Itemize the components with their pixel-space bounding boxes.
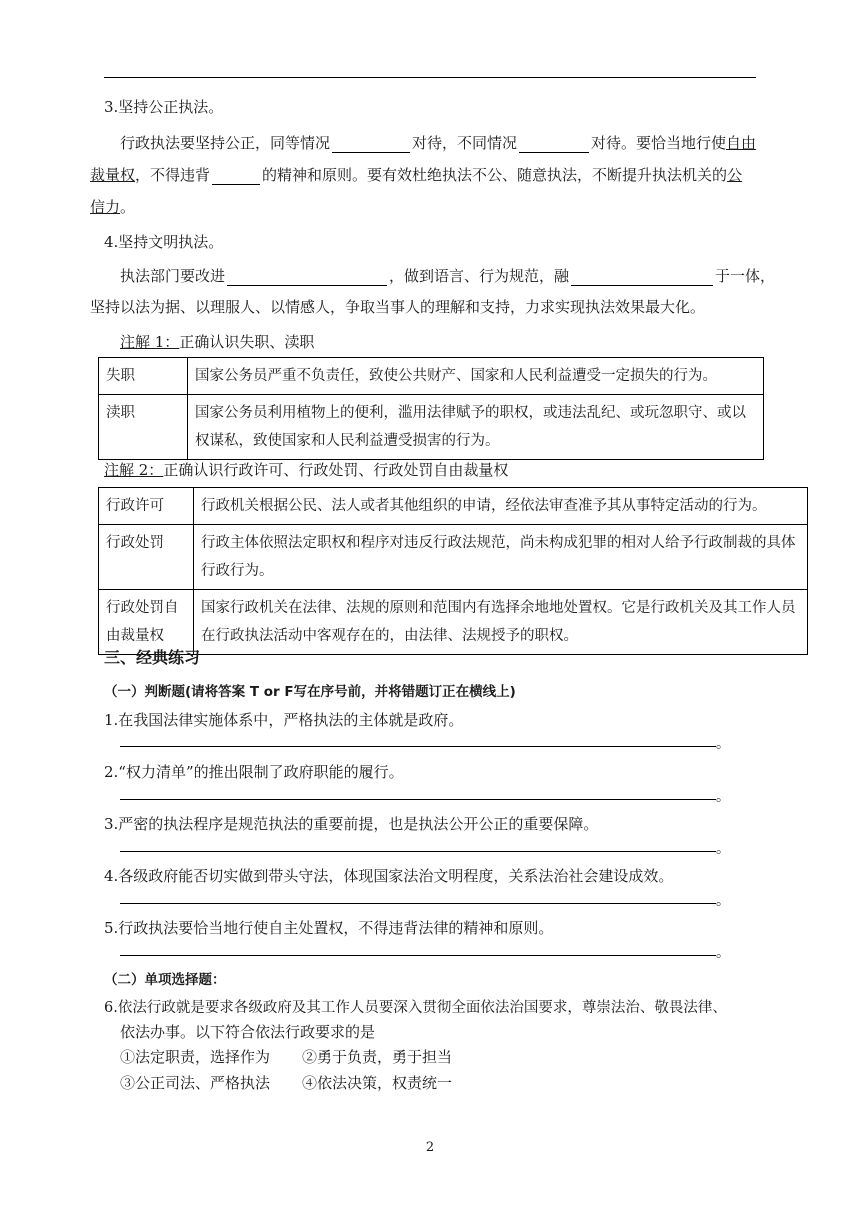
heading-civil-enforcement: 4.坚持文明执法。 — [104, 233, 224, 251]
underlined-term: 公 — [727, 166, 743, 184]
table-row — [99, 395, 764, 460]
text: 对待。要恰当地行使 — [591, 134, 727, 152]
note1-caption — [120, 332, 314, 352]
option-1[interactable]: ①法定职责，选择作为 — [120, 1048, 271, 1066]
paragraph-fair-line1 — [120, 133, 756, 153]
fill-blank[interactable] — [571, 269, 713, 286]
answer-line[interactable] — [120, 903, 716, 904]
answer-end: 。 — [716, 841, 730, 857]
answer-end: 。 — [716, 789, 730, 805]
answer-line[interactable] — [120, 955, 716, 956]
judge-item-2: 2.“权力清单”的推出限制了政府职能的履行。 — [104, 763, 404, 781]
term-cell: 渎职 — [99, 395, 188, 460]
paragraph-civil-line2: 坚持以法为据、以理服人、以情感人，争取当事人的理解和支持，力求实现执法效果最大化。 — [90, 298, 706, 316]
term-cell: 失职 — [99, 358, 188, 395]
page-number: 2 — [425, 1140, 435, 1155]
fill-blank[interactable] — [332, 136, 410, 153]
header-rule — [104, 77, 756, 78]
heading-fair-enforcement: 3.坚持公正执法。 — [104, 98, 224, 116]
judge-item-5: 5.行政执法要恰当地行使自主处置权，不得违背法律的精神和原则。 — [104, 919, 554, 937]
table-row — [99, 590, 808, 655]
table-row — [99, 488, 808, 525]
section-title-exercises: 三、经典练习 — [104, 648, 201, 667]
option-2[interactable]: ②勇于负责，勇于担当 — [302, 1048, 453, 1066]
answer-line[interactable] — [120, 851, 716, 852]
term-cell: 行政处罚 — [99, 525, 194, 590]
text: 于一体， — [715, 267, 776, 285]
option-4[interactable]: ④依法决策，权责统一 — [302, 1074, 453, 1092]
answer-end: 。 — [716, 945, 730, 961]
term-cell: 行政许可 — [99, 488, 194, 525]
question-6-line2: 依法办事。以下符合依法行政要求的是 — [120, 1023, 376, 1041]
option-3[interactable]: ③公正司法、严格执法 — [120, 1074, 271, 1092]
paragraph-fair-line3 — [90, 197, 135, 217]
table-row — [99, 358, 764, 395]
definition-cell: 行政主体依照法定职权和程序对违反行政法规范，尚未构成犯罪的相对人给予行政制裁的具体行政行为。 — [194, 525, 808, 590]
table-row — [99, 525, 808, 590]
text: 的精神和原则。要有效杜绝执法不公、随意执法，不断提升执法机关的 — [262, 166, 728, 184]
answer-end: 。 — [716, 893, 730, 909]
judge-item-4: 4.各级政府能否切实做到带头守法，体现国家法治文明程度，关系法治社会建设成效。 — [104, 867, 674, 885]
definition-cell: 国家公务员严重不负责任，致使公共财产、国家和人民利益遭受一定损失的行为。 — [188, 358, 764, 395]
note1-table — [98, 357, 764, 460]
text: 执法部门要改进 — [120, 267, 226, 285]
part1-title: （一）判断题(请将答案 T or F写在序号前，并将错题订正在横线上) — [104, 684, 516, 700]
judge-item-1: 1.在我国法律实施体系中，严格执法的主体就是政府。 — [104, 711, 464, 729]
text: 对待，不同情况 — [412, 134, 518, 152]
note2-table — [98, 487, 808, 655]
definition-cell: 国家行政机关在法律、法规的原则和范围内有选择余地地处置权。它是行政机关及其工作人员在行政执法活动中客观存在的，由法律、法规授予的职权。 — [194, 590, 808, 655]
note-label: 注解 1： — [120, 333, 180, 351]
question-6-line1: 6.依法行政就是要求各级政府及其工作人员要深入贯彻全面依法治国要求，尊崇法治、敬畏法律、 — [104, 1000, 727, 1016]
underlined-term: 信力 — [90, 198, 121, 216]
answer-line[interactable] — [120, 799, 716, 800]
underlined-term: 裁量权 — [90, 166, 136, 184]
answer-line[interactable] — [120, 746, 716, 747]
note-label: 注解 2： — [104, 461, 164, 479]
note-text: 正确认识失职、渎职 — [179, 333, 315, 351]
term-cell: 行政处罚自由裁量权 — [99, 590, 194, 655]
paragraph-civil-line1 — [120, 266, 775, 286]
text: ，不得违背 — [135, 166, 211, 184]
definition-cell: 行政机关根据公民、法人或者其他组织的申请，经依法审查准予其从事特定活动的行为。 — [194, 488, 808, 525]
text: 行政执法要坚持公正，同等情况 — [120, 134, 331, 152]
note-text: 正确认识行政许可、行政处罚、行政处罚自由裁量权 — [163, 461, 509, 479]
part2-title: （二）单项选择题： — [104, 972, 226, 988]
definition-cell: 国家公务员利用植物上的便利，滥用法律赋予的职权，或违法乱纪、或玩忽职守、或以权谋私，致使国家和人民利益遭受损害的行为。 — [188, 395, 764, 460]
paragraph-fair-line2 — [90, 165, 742, 185]
judge-item-3: 3.严密的执法程序是规范执法的重要前提，也是执法公开公正的重要保障。 — [104, 815, 599, 833]
text: 。 — [120, 198, 136, 216]
note2-caption — [104, 460, 508, 480]
underlined-term: 自由 — [726, 134, 757, 152]
text: ，做到语言、行为规范，融 — [389, 267, 570, 285]
fill-blank[interactable] — [212, 168, 260, 185]
answer-end: 。 — [716, 736, 730, 752]
fill-blank[interactable] — [519, 136, 589, 153]
fill-blank[interactable] — [227, 269, 387, 286]
